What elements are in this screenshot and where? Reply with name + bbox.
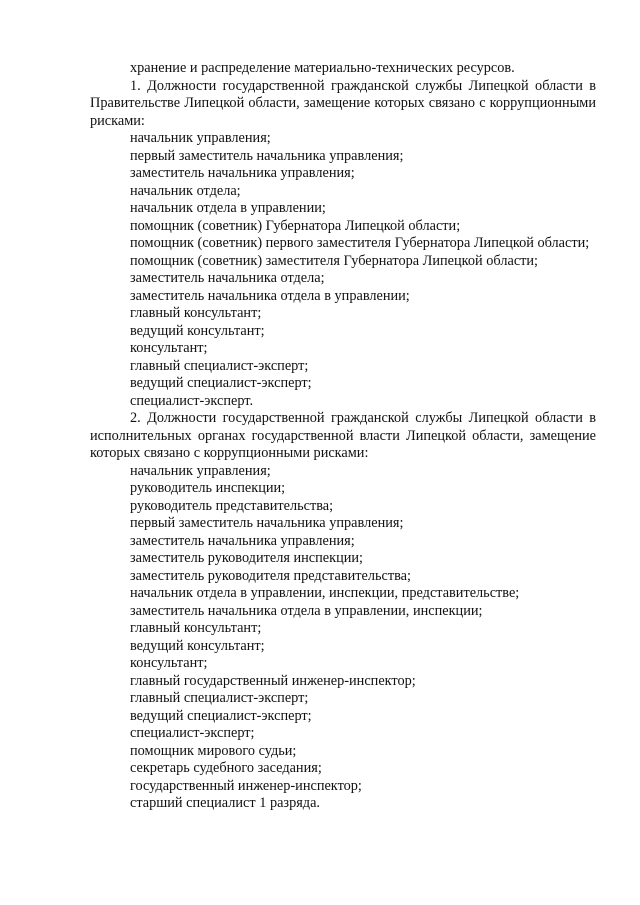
list-item: ведущий консультант; xyxy=(130,322,265,339)
list-item: секретарь судебного заседания; xyxy=(130,760,322,776)
list-item: помощник (советник) первого заместителя Губернатора Липецкой области; xyxy=(130,235,590,251)
list-item: помощник (советник) Губернатора Липецкой области; xyxy=(130,217,461,234)
list-item: заместитель руководителя инспекции; xyxy=(130,550,363,566)
section-2-heading: 2. Должности государственной гражданской службы Липецкой области в исполнительных органах государственной власти Липецкой области, замещение которых связано с коррупционными рисками: xyxy=(90,410,596,461)
list-item: начальник отдела в управлении, инспекции, представительстве; xyxy=(130,585,520,601)
list-item: начальник отдела в управлении; xyxy=(130,200,326,216)
list-item: ведущий консультант; xyxy=(130,637,265,654)
list-item: главный государственный инженер-инспектор; xyxy=(130,672,416,689)
list-item: главный специалист-эксперт; xyxy=(130,357,309,374)
section-1-list xyxy=(90,130,596,410)
list-item: заместитель начальника управления; xyxy=(130,532,355,549)
list-item: помощник (советник) заместителя Губернатора Липецкой области; xyxy=(130,252,539,269)
list-item: руководитель представительства; xyxy=(130,497,334,514)
list-item: заместитель начальника отдела; xyxy=(130,270,325,286)
section-1-heading: 1. Должности государственной гражданской службы Липецкой области в Правительстве Липецкой области, замещение которых связано с коррупционными рисками: xyxy=(90,77,596,129)
list-item: заместитель руководителя представительства; xyxy=(130,567,411,584)
list-item: консультант; xyxy=(130,655,208,671)
list-item: заместитель начальника отдела в управлении, инспекции; xyxy=(130,602,483,619)
list-item: главный специалист-эксперт; xyxy=(130,690,309,706)
list-item: ведущий специалист-эксперт; xyxy=(130,375,312,391)
list-item: специалист-эксперт; xyxy=(130,725,255,741)
list-item: главный консультант; xyxy=(130,620,262,636)
list-item: начальник управления; xyxy=(130,462,271,479)
list-item: заместитель начальника отдела в управлении; xyxy=(130,287,410,304)
list-item: первый заместитель начальника управления; xyxy=(130,515,404,531)
document-page xyxy=(90,60,596,813)
list-item: специалист-эксперт. xyxy=(130,392,254,409)
list-item: консультант; xyxy=(130,340,208,356)
intro-line: хранение и распределение материально-технических ресурсов. xyxy=(130,60,515,76)
list-item: руководитель инспекции; xyxy=(130,480,286,496)
list-item: помощник мирового судьи; xyxy=(130,742,297,759)
list-item: начальник управления; xyxy=(130,130,271,146)
list-item: начальник отдела; xyxy=(130,182,241,199)
section-2-list xyxy=(90,463,596,813)
list-item: заместитель начальника управления; xyxy=(130,165,355,181)
list-item: государственный инженер-инспектор; xyxy=(130,777,362,794)
list-item: главный консультант; xyxy=(130,305,262,321)
list-item: старший специалист 1 разряда. xyxy=(130,795,320,811)
list-item: первый заместитель начальника управления; xyxy=(130,147,404,164)
list-item: ведущий специалист-эксперт; xyxy=(130,707,312,724)
